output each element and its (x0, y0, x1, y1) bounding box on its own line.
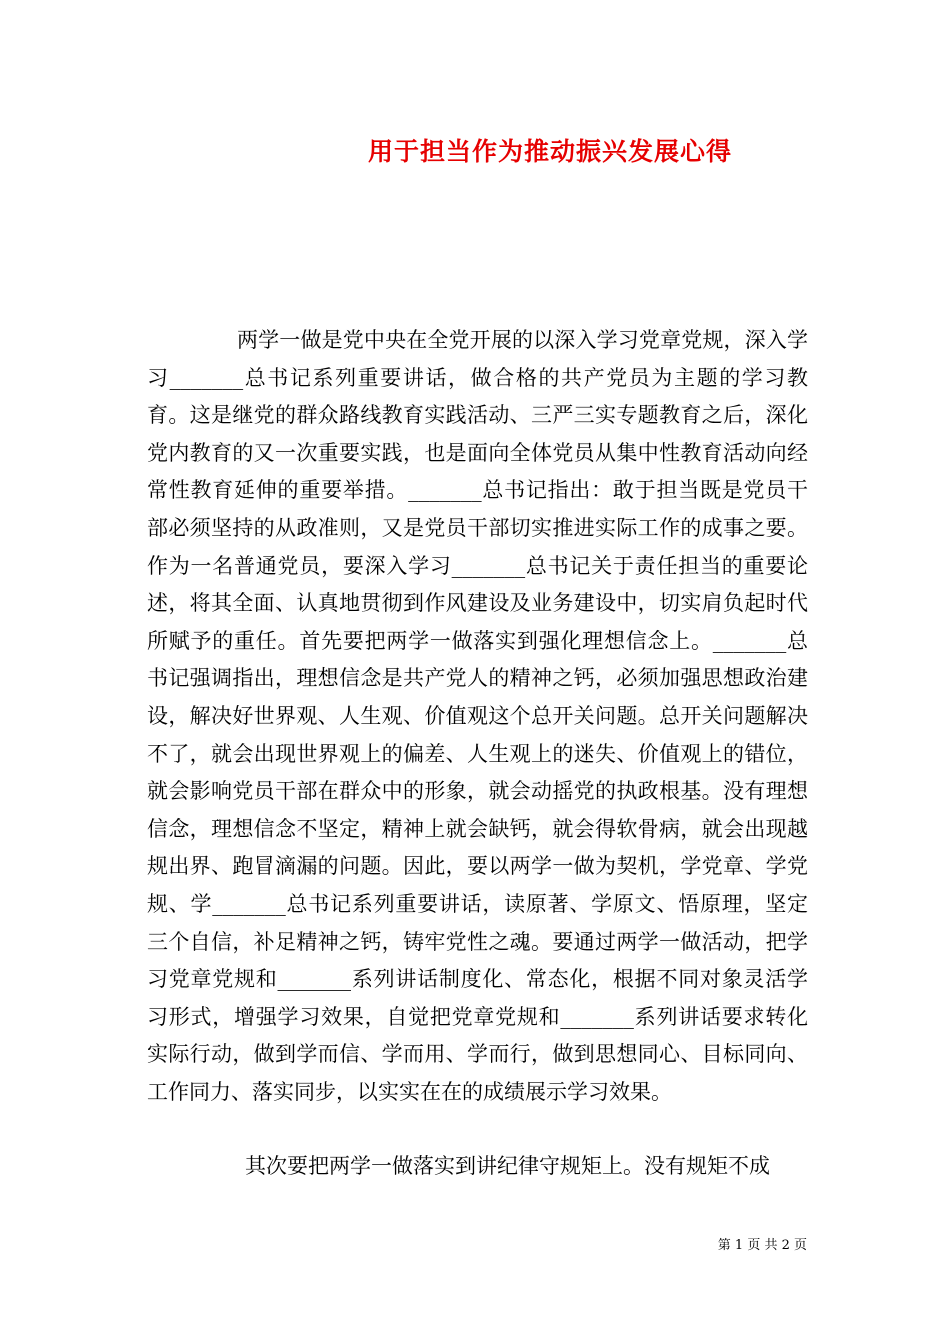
page-number: 第 1 页 共 2 页 (717, 1238, 807, 1253)
document-title: 用于担当作为推动振兴发展心得 (367, 137, 732, 166)
body-paragraph: 其次要把两学一做落实到讲纪律守规矩上。没有规矩不成 (245, 1154, 770, 1178)
body-paragraph: 两学一做是党中央在全党开展的以深入学习党章党规，深入学习_______总书记系列重要讲话，做合格的共产党员为主题的学习教育。这是继党的群众路线教育实践活动、三严三实专题教育之后，深化党内教育的又一次重要实践，也是面向全体党员从集中性教育活动向经常性教育延伸的重要举措。_______总书记指出：敢于担当既是党员干部必须坚持的从政准则，又是党员干部切实推进实际工作的成事之要。作为一名普通党员，要深入学习_______总书记关于责任担当的重要论述，将其全面、认真地贯彻到作风建设及业务建设中，切实肩负起时代所赋予的重任。首先要把两学一做落实到强化理想信念上。_______总书记强调指出，理想信念是共产党人的精神之钙，必须加强思想政治建设，解决好世界观、人生观、价值观这个总开关问题。总开关问题解决不了，就会出现世界观上的偏差、人生观上的迷失、价值观上的错位，就会影响党员干部在群众中的形象，就会动摇党的执政根基。没有理想信念，理想信念不坚定，精神上就会缺钙，就会得软骨病，就会出现越规出界、跑冒滴漏的问题。因此，要以两学一做为契机，学党章、学党规、学_______总书记系列重要讲话，读原著、学原文、悟原理，坚定三个自信，补足精神之钙，铸牢党性之魂。要通过两学一做活动，把学习党章党规和_______系列讲话制度化、常态化，根据不同对象灵活学习形式，增强学习效果，自觉把党章党规和_______系列讲话要求转化实际行动，做到学而信、学而用、学而行，做到思想同心、目标同向、工作同力、落实同步，以实实在在的成绩展示学习效果。 (147, 328, 808, 1104)
